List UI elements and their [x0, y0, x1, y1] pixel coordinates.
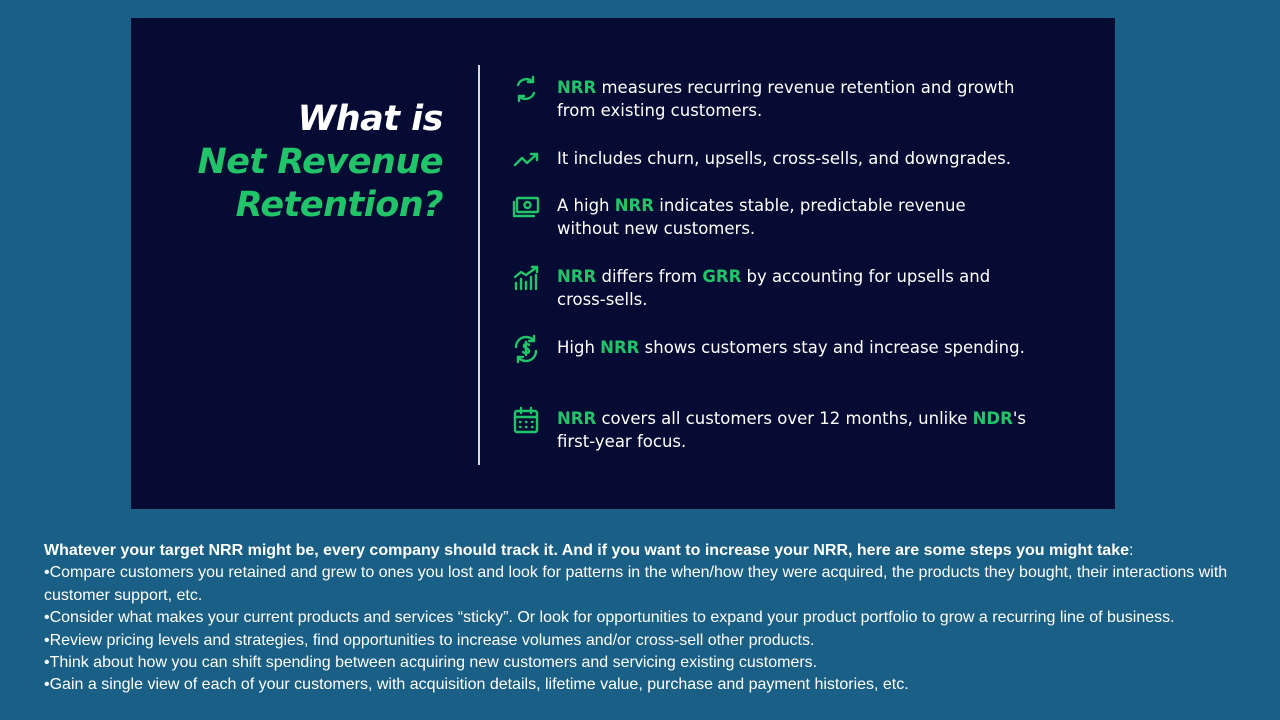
refresh-arrows-icon: [511, 74, 541, 104]
list-item: [511, 265, 1031, 311]
item-text: 's first-year focus.: [557, 409, 1026, 451]
heading-line-1: What is: [297, 99, 443, 139]
notes-bullet: •Review pricing levels and strategies, find opportunities to increase volumes and/or cross-sell other products.: [44, 631, 815, 649]
list-item: [511, 336, 1031, 364]
list-item: [511, 194, 1031, 240]
item-highlight: GRR: [702, 267, 742, 286]
list-item: [511, 407, 1031, 453]
item-text: differs from: [596, 267, 703, 286]
item-highlight: NDR: [972, 409, 1013, 428]
item-highlight: NRR: [557, 409, 597, 428]
heading-line-3: Retention?: [235, 185, 443, 225]
list-item: [511, 76, 1031, 122]
item-highlight: NRR: [614, 196, 654, 215]
item-text: High: [557, 338, 601, 357]
notes-lead-colon: :: [1129, 542, 1134, 559]
item-highlight: NRR: [557, 78, 597, 97]
item-text: by accounting for upsells and cross-sells.: [557, 267, 991, 309]
notes-lead-text: Whatever your target NRR might be, every company should track it. And if you want to increase your NRR, here are some steps you might take: [44, 542, 1129, 559]
calendar-icon: [511, 405, 541, 435]
item-text: shows customers stay and increase spending.: [639, 338, 1025, 357]
slide-panel: [131, 18, 1115, 509]
notes-lead: [44, 540, 1274, 562]
notes-bullet: •Gain a single view of each of your customers, with acquisition details, lifetime value, purchase and payment histories, etc.: [44, 676, 909, 694]
notes-bullet: •Compare customers you retained and grew to ones you lost and look for patterns in the when/how they were acquired, the products they bought, their interactions with customer support, etc.: [44, 564, 1228, 604]
list-item: [511, 147, 1031, 175]
item-text: covers all customers over 12 months, unlike: [596, 409, 973, 428]
notes-bullet: •Think about how you can shift spending between acquiring new customers and servicing existing customers.: [44, 654, 818, 672]
item-highlight: NRR: [600, 338, 640, 357]
item-highlight: NRR: [557, 267, 597, 286]
item-text: A high: [557, 196, 615, 215]
dollar-cycle-icon: [511, 334, 541, 364]
item-text: It includes churn, upsells, cross-sells, and downgrades.: [557, 149, 1011, 168]
vertical-divider: [478, 65, 480, 465]
trend-up-icon: [511, 145, 541, 175]
speaker-notes: [44, 540, 1274, 697]
heading-line-2: Net Revenue: [197, 142, 443, 182]
notes-bullet: •Consider what makes your current products and services “sticky”. Or look for opportunities to expand your product portfolio to grow a recurring line of business.: [44, 609, 1175, 627]
bar-chart-trend-icon: [511, 263, 541, 293]
slide-heading: [197, 98, 443, 227]
item-text: measures recurring revenue retention and growth from existing customers.: [557, 78, 1015, 120]
money-icon: [511, 192, 541, 222]
item-text: indicates stable, predictable revenue without new customers.: [557, 196, 966, 238]
